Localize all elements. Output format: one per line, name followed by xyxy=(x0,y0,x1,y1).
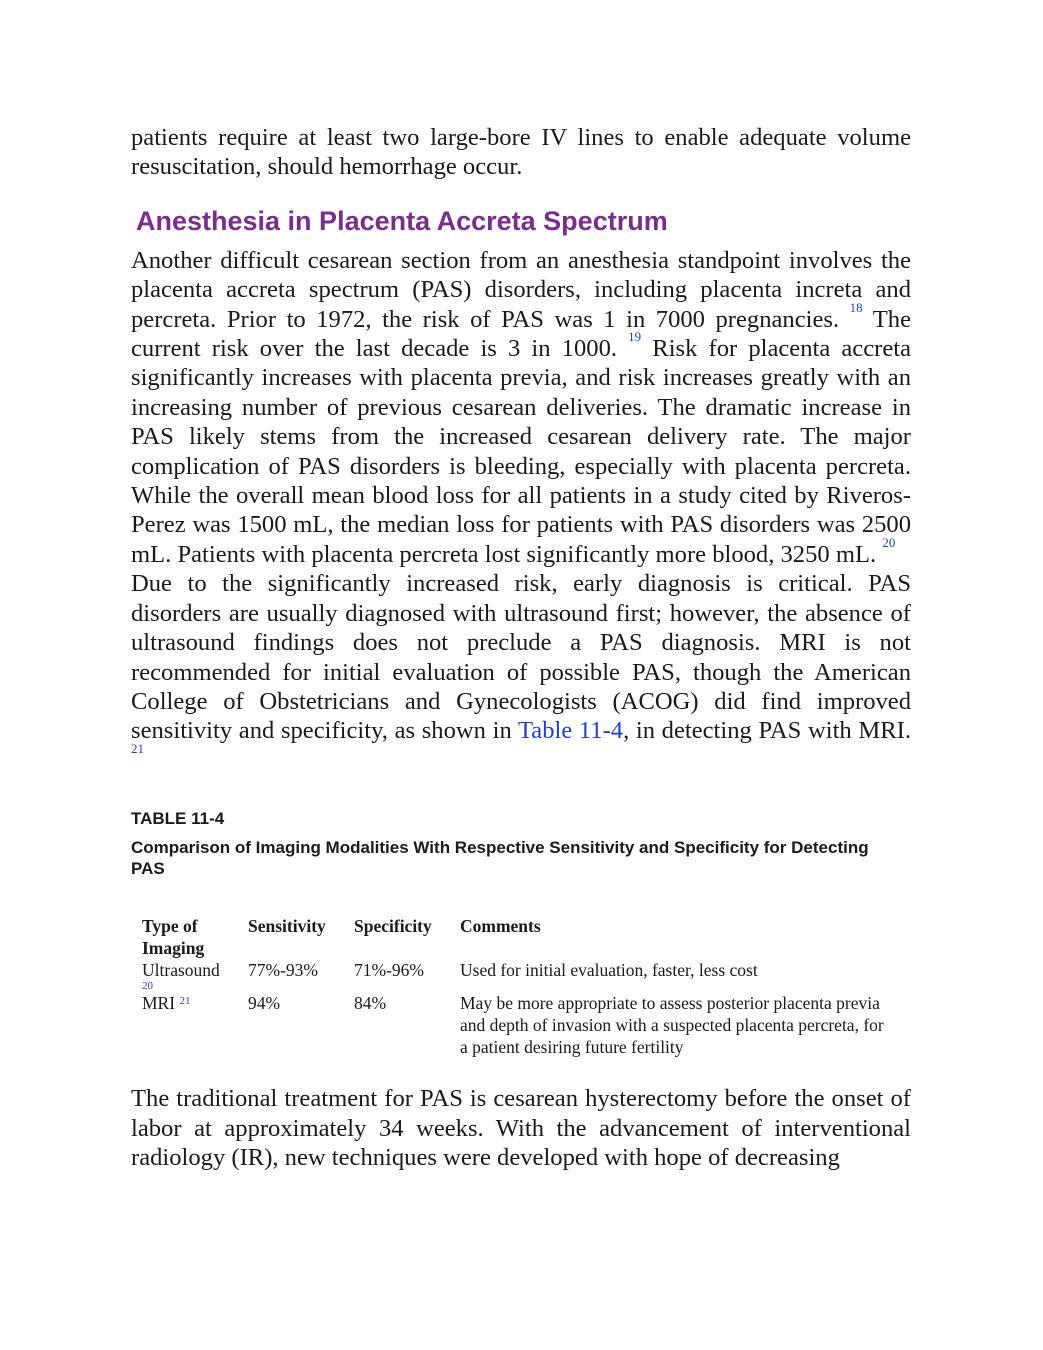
cell-sensitivity: 77%-93% xyxy=(248,960,318,981)
reference-link-20[interactable]: 20 xyxy=(142,980,153,993)
header-sensitivity: Sensitivity xyxy=(248,916,326,937)
header-comments: Comments xyxy=(460,916,541,937)
cell-comments: Used for initial evaluation, faster, less cost xyxy=(460,960,758,981)
cell-type xyxy=(137,992,243,1058)
section-title: Anesthesia in Placenta Accreta Spectrum xyxy=(136,205,668,236)
cell-type-text: Ultrasound xyxy=(142,960,220,981)
reference-link-21[interactable]: 21 xyxy=(179,995,191,1008)
cell-specificity: 71%-96% xyxy=(354,960,424,981)
paragraph-treatment: The traditional treatment for PAS is cesarean hysterectomy before the onset of labor at approximately 34 weeks. With the advancement of interventional radiology (IR), new techniques were developed with hope of decreasing xyxy=(131,1085,911,1171)
paragraph-pas-risk xyxy=(131,246,911,569)
reference-link-19[interactable]: 19 xyxy=(628,329,642,345)
table-11-4-link[interactable]: Table 11-4 xyxy=(517,717,624,745)
document-page xyxy=(131,123,911,1172)
cell-specificity: 84% xyxy=(354,993,387,1014)
paragraph-text: Due to the significantly increased risk, early diagnosis is critical. PAS disorders are usually diagnosed with ultrasound first; however, the absence of ultrasound findings does not preclude a PAS diagnosis. MRI is not recommended for initial evaluation of possible PAS, though the American College of Obstetricians and Gynecologists (ACOG) did find improved sensitivity and specificity, as shown in xyxy=(131,570,911,745)
paragraph-text: The current risk over the last decade is 3 in 1000. xyxy=(131,305,911,363)
reference-link-18[interactable]: 18 xyxy=(849,299,863,315)
reference-link-20[interactable]: 20 xyxy=(882,534,896,550)
cell-type xyxy=(137,959,243,992)
table-row xyxy=(137,992,898,1058)
reference-link-21[interactable]: 21 xyxy=(131,740,144,756)
imaging-comparison-table xyxy=(137,915,898,1058)
header-type-of-imaging: Type of Imaging xyxy=(142,916,205,959)
paragraph-diagnosis xyxy=(131,569,911,775)
intro-paragraph: patients require at least two large-bore IV lines to enable adequate volume resuscitation, should hemorrhage occur. xyxy=(131,124,911,181)
table-row xyxy=(137,959,898,992)
cell-sensitivity: 94% xyxy=(248,993,281,1014)
cell-type-text: MRI xyxy=(142,993,176,1014)
paragraph-text: , in detecting PAS with MRI. xyxy=(623,717,911,745)
paragraph-text: Another difficult cesarean section from an anesthesia standpoint involves the placenta accreta spectrum (PAS) disorders, including placenta increta and percreta. Prior to 1972, the risk of PAS was 1 in 7000 pregnancies. xyxy=(131,246,911,333)
header-specificity: Specificity xyxy=(354,916,432,937)
cell-comments: May be more appropriate to assess posterior placenta previa and depth of invasion with a suspected placenta percreta, for a patient desiring future fertility xyxy=(460,993,884,1058)
paragraph-text: Risk for placenta accreta significantly increases with placenta previa, and risk increases greatly with an increasing number of previous cesarean deliveries. The dramatic increase in PAS likely stems from the increased cesarean delivery rate. The major complication of PAS disorders is bleeding, especially with placenta percreta. While the overall mean blood loss for all patients in a study cited by Riveros-Perez was 1500 mL, the median loss for patients with PAS disorders was 2500 mL. Patients with placenta percreta lost significantly more blood, 3250 mL. xyxy=(131,335,911,568)
table-header-row xyxy=(137,915,898,959)
table-label: TABLE 11-4 xyxy=(131,809,225,829)
table-caption: Comparison of Imaging Modalities With Respective Sensitivity and Specificity for Detecting PAS xyxy=(131,838,869,879)
